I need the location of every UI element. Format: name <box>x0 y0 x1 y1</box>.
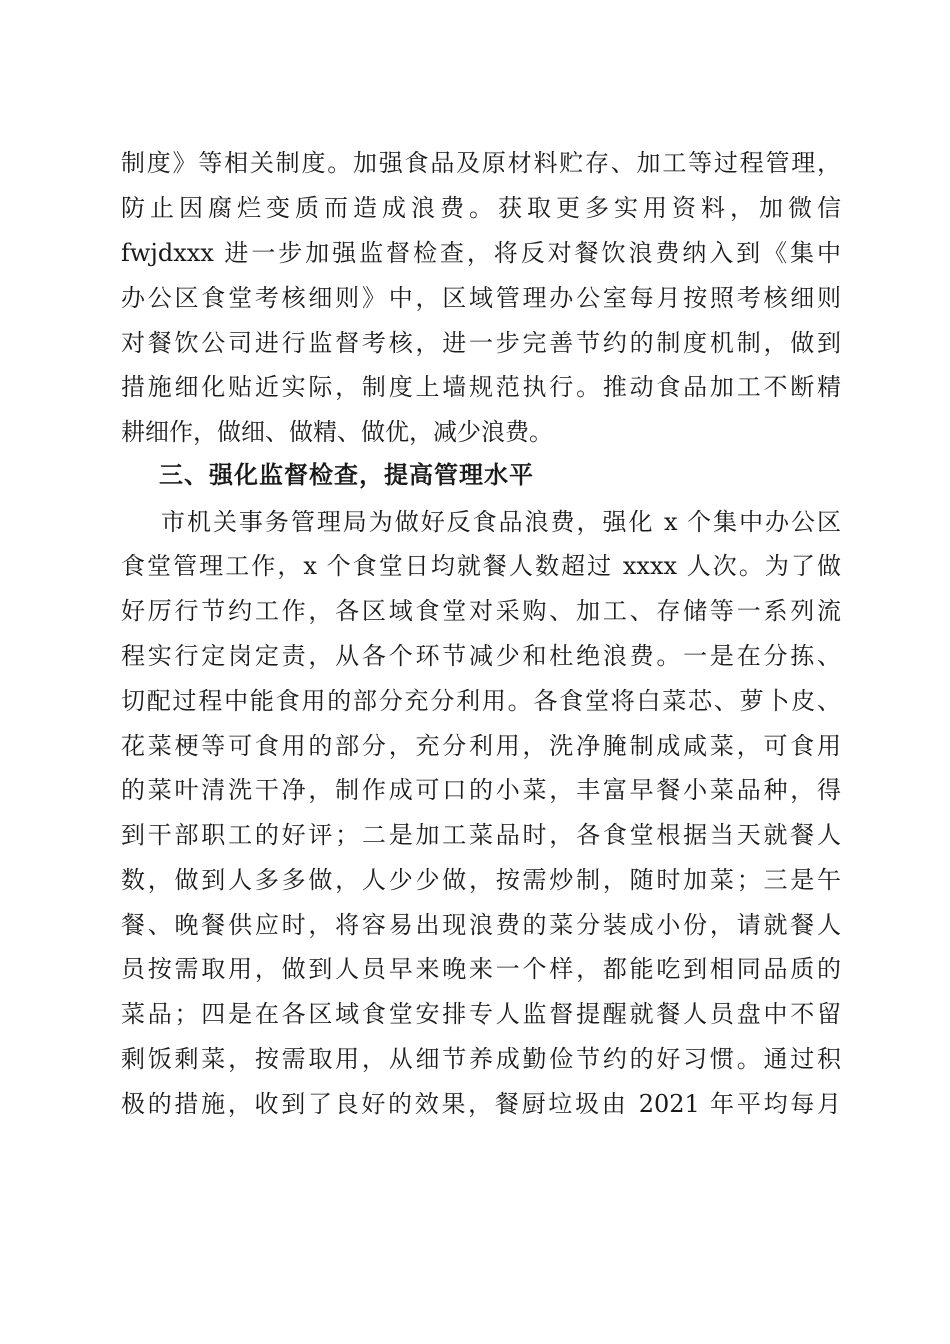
text-line: 花菜梗等可食用的部分，充分利用，洗净腌制成咸菜，可食用 <box>121 732 841 760</box>
section-heading: 三、强化监督检查，提高管理水平 <box>159 461 534 489</box>
text-line: 员按需取用，做到人员早来晚来一个样，都能吃到相同品质的 <box>121 955 841 983</box>
text-line: 极的措施，收到了良好的效果，餐厨垃圾由 2021 年平均每月 <box>121 1090 841 1118</box>
text-line: 餐、晚餐供应时，将容易出现浪费的菜分装成小份，请就餐人 <box>121 911 841 939</box>
text-line: 剩饭剩菜，按需取用，从细节养成勤俭节约的好习惯。通过积 <box>121 1045 841 1073</box>
text-line: 办公区食堂考核细则》中，区域管理办公室每月按照考核细则 <box>121 284 841 312</box>
text-line: 切配过程中能食用的部分充分利用。各食堂将白菜芯、萝卜皮、 <box>121 687 841 715</box>
text-line: 耕细作，做细、做精、做优，减少浪费。 <box>121 418 553 446</box>
text-line: 措施细化贴近实际，制度上墙规范执行。推动食品加工不断精 <box>121 373 841 401</box>
text-line: 食堂管理工作，x 个食堂日均就餐人数超过 xxxx 人次。为了做 <box>121 552 841 580</box>
text-line: 防止因腐烂变质而造成浪费。获取更多实用资料，加微信 <box>121 194 841 222</box>
text-line: 程实行定岗定责，从各个环节减少和杜绝浪费。一是在分拣、 <box>121 642 841 670</box>
text-line: 制度》等相关制度。加强食品及原材料贮存、加工等过程管理， <box>121 149 841 177</box>
text-line: 的菜叶清洗干净，制作成可口的小菜，丰富早餐小菜品种，得 <box>121 776 841 804</box>
text-line: 好厉行节约工作，各区域食堂对采购、加工、存储等一系列流 <box>121 597 841 625</box>
text-line: 对餐饮公司进行监督考核，进一步完善节约的制度机制，做到 <box>121 329 841 357</box>
text-line: fwjdxxx 进一步加强监督检查，将反对餐饮浪费纳入到《集中 <box>121 239 841 267</box>
text-line: 市机关事务管理局为做好反食品浪费，强化 x 个集中办公区 <box>161 508 841 536</box>
text-line: 菜品；四是在各区域食堂安排专人监督提醒就餐人员盘中不留 <box>121 1000 841 1028</box>
text-line: 到干部职工的好评；二是加工菜品时，各食堂根据当天就餐人 <box>121 821 841 849</box>
text-line: 数，做到人多多做，人少少做，按需炒制，随时加菜；三是午 <box>121 866 841 894</box>
